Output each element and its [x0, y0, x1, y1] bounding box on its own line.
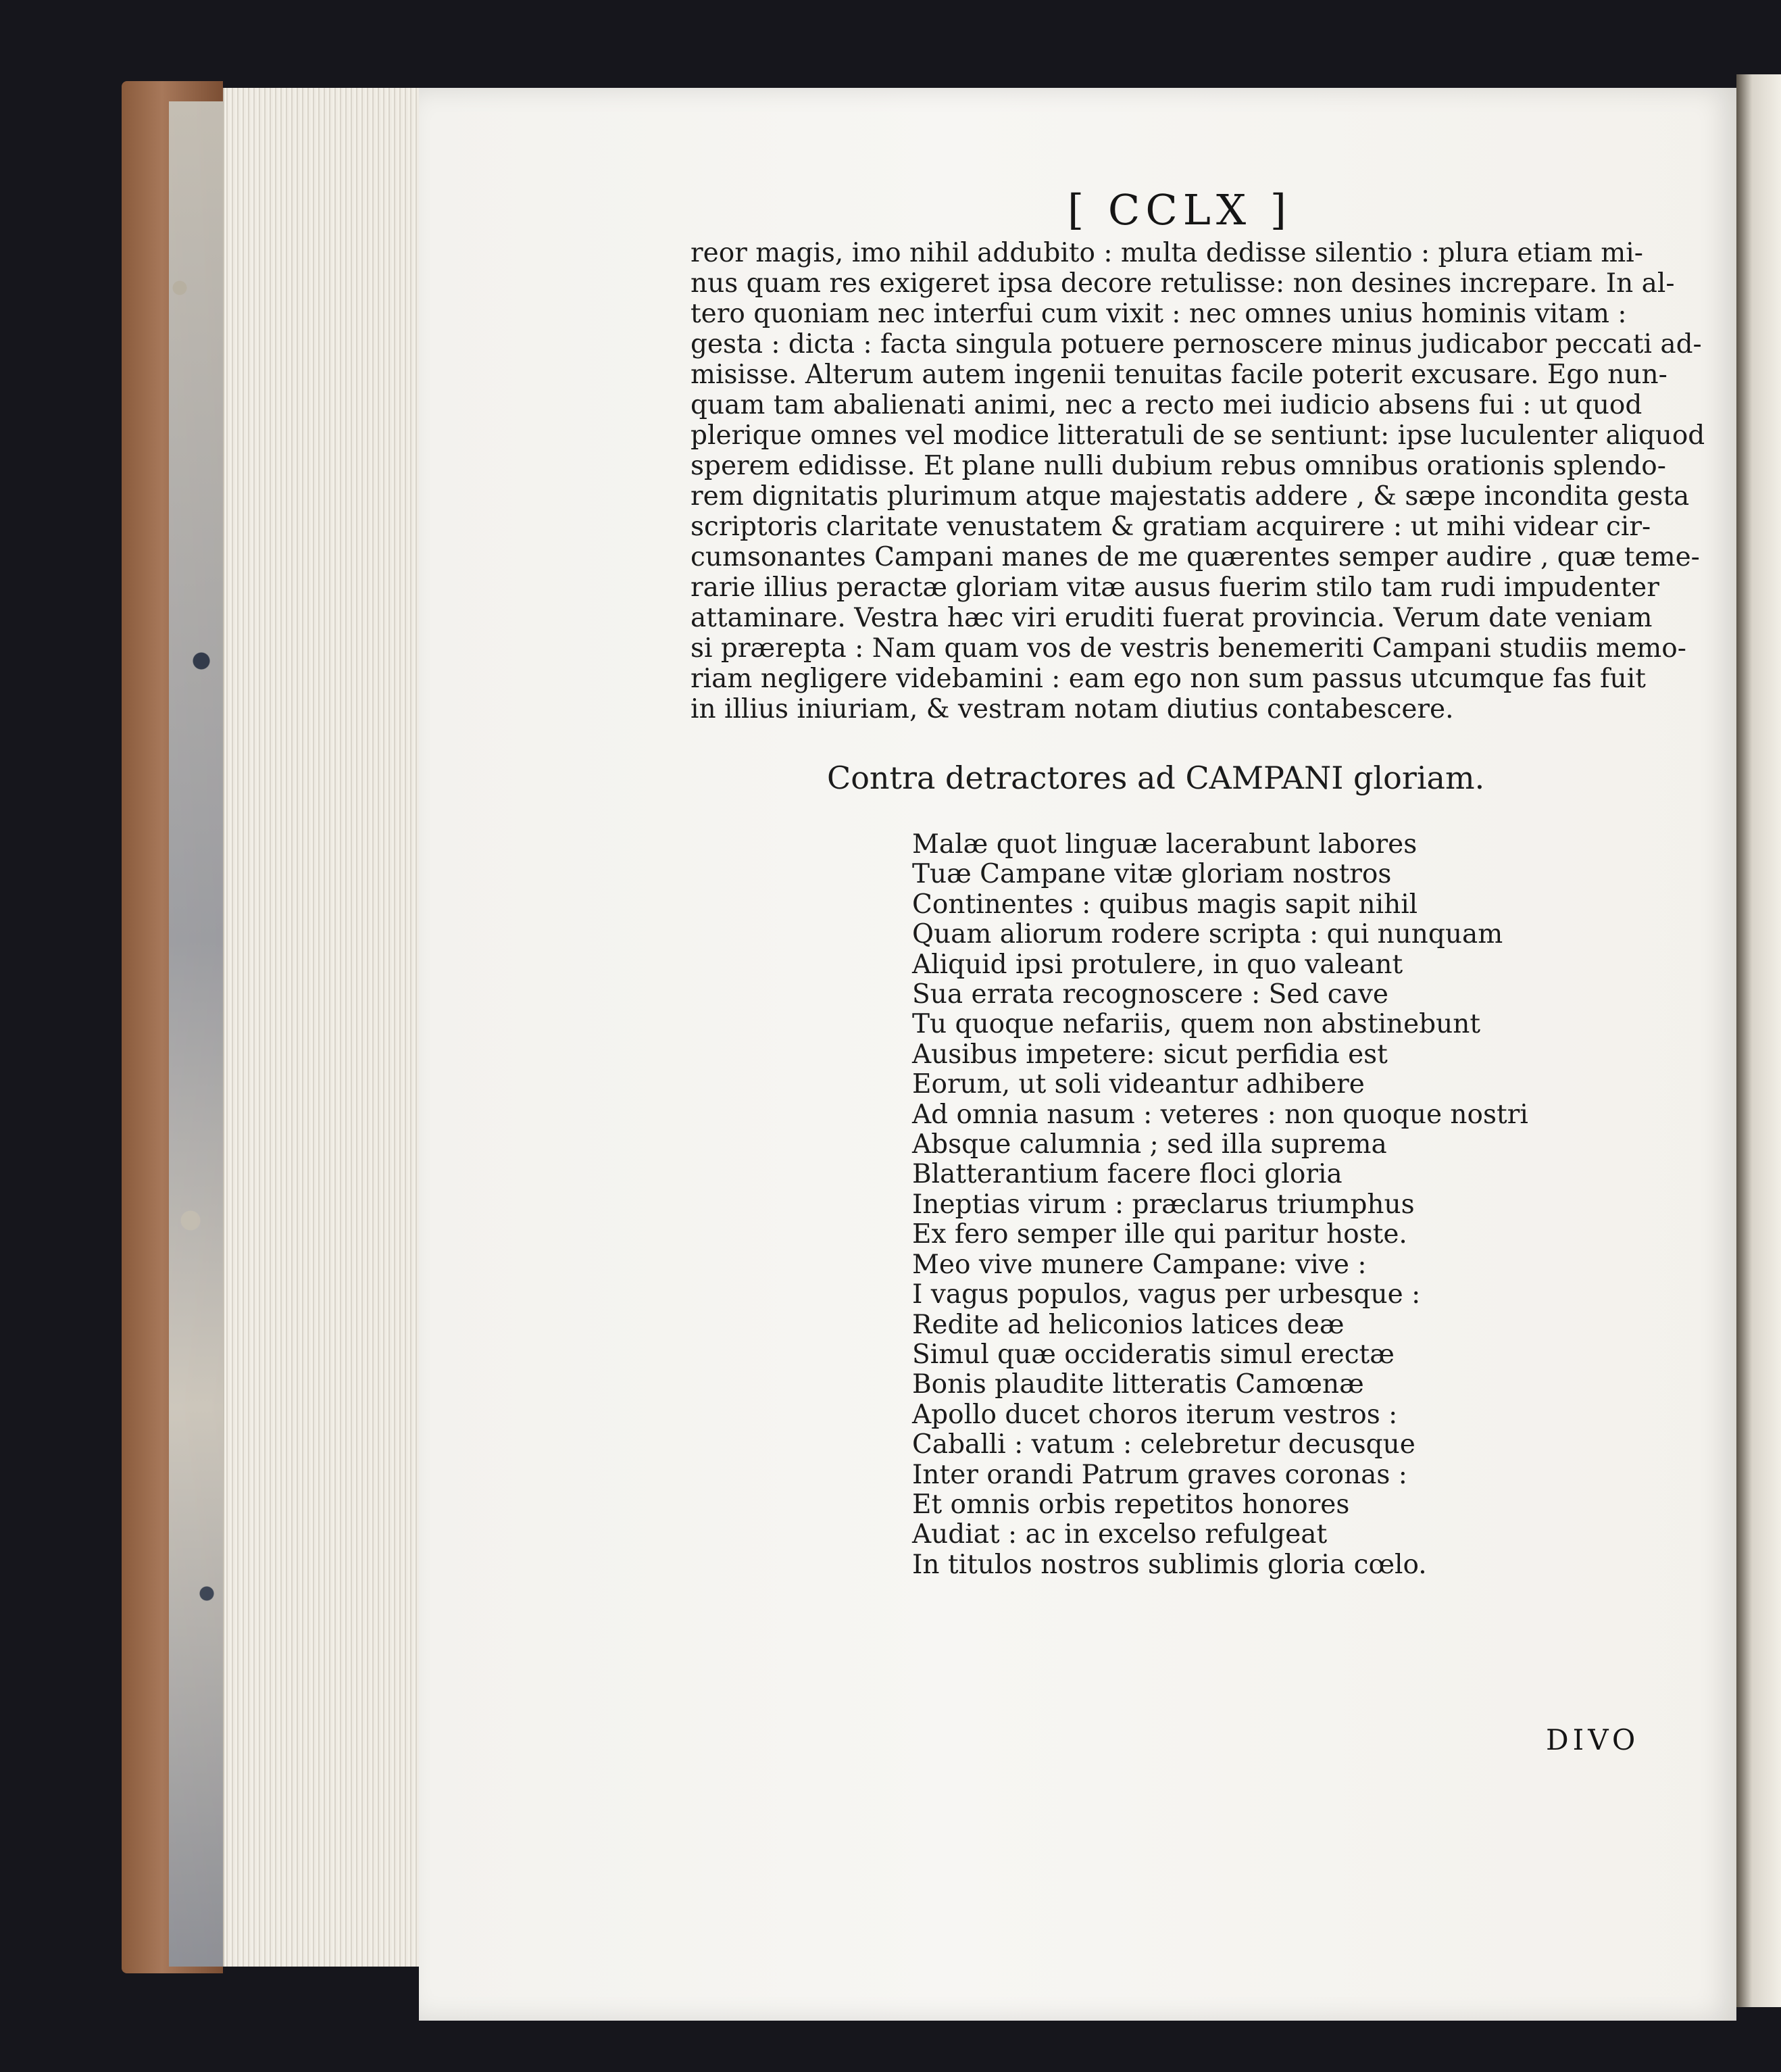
poem-line: Caballi : vatum : celebretur decusque — [912, 1429, 1415, 1460]
prose-line: misisse. Alterum autem ingenii tenuitas facile poterit excusare. Ego nun- — [691, 360, 1667, 390]
poem-line: Tuæ Campane vitæ gloriam nostros — [912, 859, 1392, 890]
poem-line: Simul quæ occideratis simul erectæ — [912, 1339, 1395, 1370]
poem-line: In titulos nostros sublimis gloria cœlo. — [912, 1549, 1427, 1580]
prose-line: sperem edidisse. Et plane nulli dubium rebus omnibus orationis splendo- — [691, 451, 1666, 481]
poem-line: Ausibus impetere: sicut perfidia est — [912, 1039, 1388, 1070]
prose-line: quam tam abalienati animi, nec a recto mei iudicio absens fui : ut quod — [691, 390, 1642, 420]
poem-line: I vagus populos, vagus per urbesque : — [912, 1279, 1421, 1310]
prose-line: gesta : dicta : facta singula potuere pernoscere minus judicabor peccati ad- — [691, 329, 1702, 360]
prose-line: riam negligere videbamini : eam ego non sum passus utcumque fas fuit — [691, 664, 1646, 694]
poem-line: Apollo ducet choros iterum vestros : — [912, 1399, 1398, 1430]
poem-line: Bonis plaudite litteratis Camœnæ — [912, 1369, 1364, 1400]
poem-line: Audiat : ac in excelso refulgeat — [912, 1519, 1328, 1550]
poem-line: Absque calumnia ; sed illa suprema — [912, 1129, 1387, 1160]
page-stack-edge — [223, 88, 427, 1967]
poem-line: Redite ad heliconios latices deæ — [912, 1309, 1345, 1340]
prose-line: in illius iniuriam, & vestram notam diutius contabescere. — [691, 694, 1454, 724]
poem-line: Ex fero semper ille qui paritur hoste. — [912, 1219, 1407, 1250]
prose-line: rarie illius peractæ gloriam vitæ ausus fuerim stilo tam rudi impudenter — [691, 572, 1659, 603]
poem-line: Ineptias virum : præclarus triumphus — [912, 1189, 1415, 1220]
prose-line: attaminare. Vestra hæc viri eruditi fuerat provincia. Verum date veniam — [691, 603, 1653, 633]
poem-block — [912, 830, 1528, 1580]
poem-line: Quam aliorum rodere scripta : qui nunquam — [912, 919, 1503, 950]
facing-page-edge — [1736, 74, 1781, 2007]
prose-line: rem dignitatis plurimum atque majestatis addere , & sæpe incondita gesta — [691, 481, 1690, 512]
poem-line: Tu quoque nefariis, quem non abstinebunt — [912, 1009, 1481, 1040]
poem-line: Malæ quot linguæ lacerabunt labores — [912, 829, 1418, 860]
prose-line: cumsonantes Campani manes de me quærentes semper audire , quæ teme- — [691, 542, 1700, 572]
marbled-endpaper — [169, 101, 223, 1967]
page-number-header: [ CCLX ] — [1068, 185, 1292, 235]
poem-line: Et omnis orbis repetitos honores — [912, 1489, 1350, 1520]
catchword: DIVO — [1546, 1723, 1640, 1756]
prose-block — [691, 238, 1705, 724]
poem-line: Inter orandi Patrum graves coronas : — [912, 1459, 1407, 1490]
poem-line: Continentes : quibus magis sapit nihil — [912, 889, 1418, 920]
prose-line: si prærepta : Nam quam vos de vestris benemeriti Campani studiis memo- — [691, 633, 1686, 664]
poem-line: Blatterantium facere floci gloria — [912, 1159, 1343, 1190]
prose-line: nus quam res exigeret ipsa decore retulisse: non desines increpare. In al- — [691, 268, 1675, 299]
prose-line: plerique omnes vel modice litteratuli de se sentiunt: ipse luculenter aliquod — [691, 420, 1705, 451]
prose-line: tero quoniam nec interfui cum vixit : nec omnes unius hominis vitam : — [691, 299, 1627, 329]
poem-line: Sua errata recognoscere : Sed cave — [912, 979, 1388, 1010]
poem-line: Meo vive munere Campane: vive : — [912, 1249, 1367, 1280]
prose-line: reor magis, imo nihil addubito : multa dedisse silentio : plura etiam mi- — [691, 238, 1643, 268]
poem-title: Contra detractores ad CAMPANI gloriam. — [827, 760, 1485, 796]
poem-line: Ad omnia nasum : veteres : non quoque nostri — [912, 1099, 1528, 1130]
poem-line: Aliquid ipsi protulere, in quo valeant — [912, 949, 1403, 980]
prose-line: scriptoris claritate venustatem & gratiam acquirere : ut mihi videar cir- — [691, 512, 1651, 542]
poem-line: Eorum, ut soli videantur adhibere — [912, 1069, 1365, 1100]
